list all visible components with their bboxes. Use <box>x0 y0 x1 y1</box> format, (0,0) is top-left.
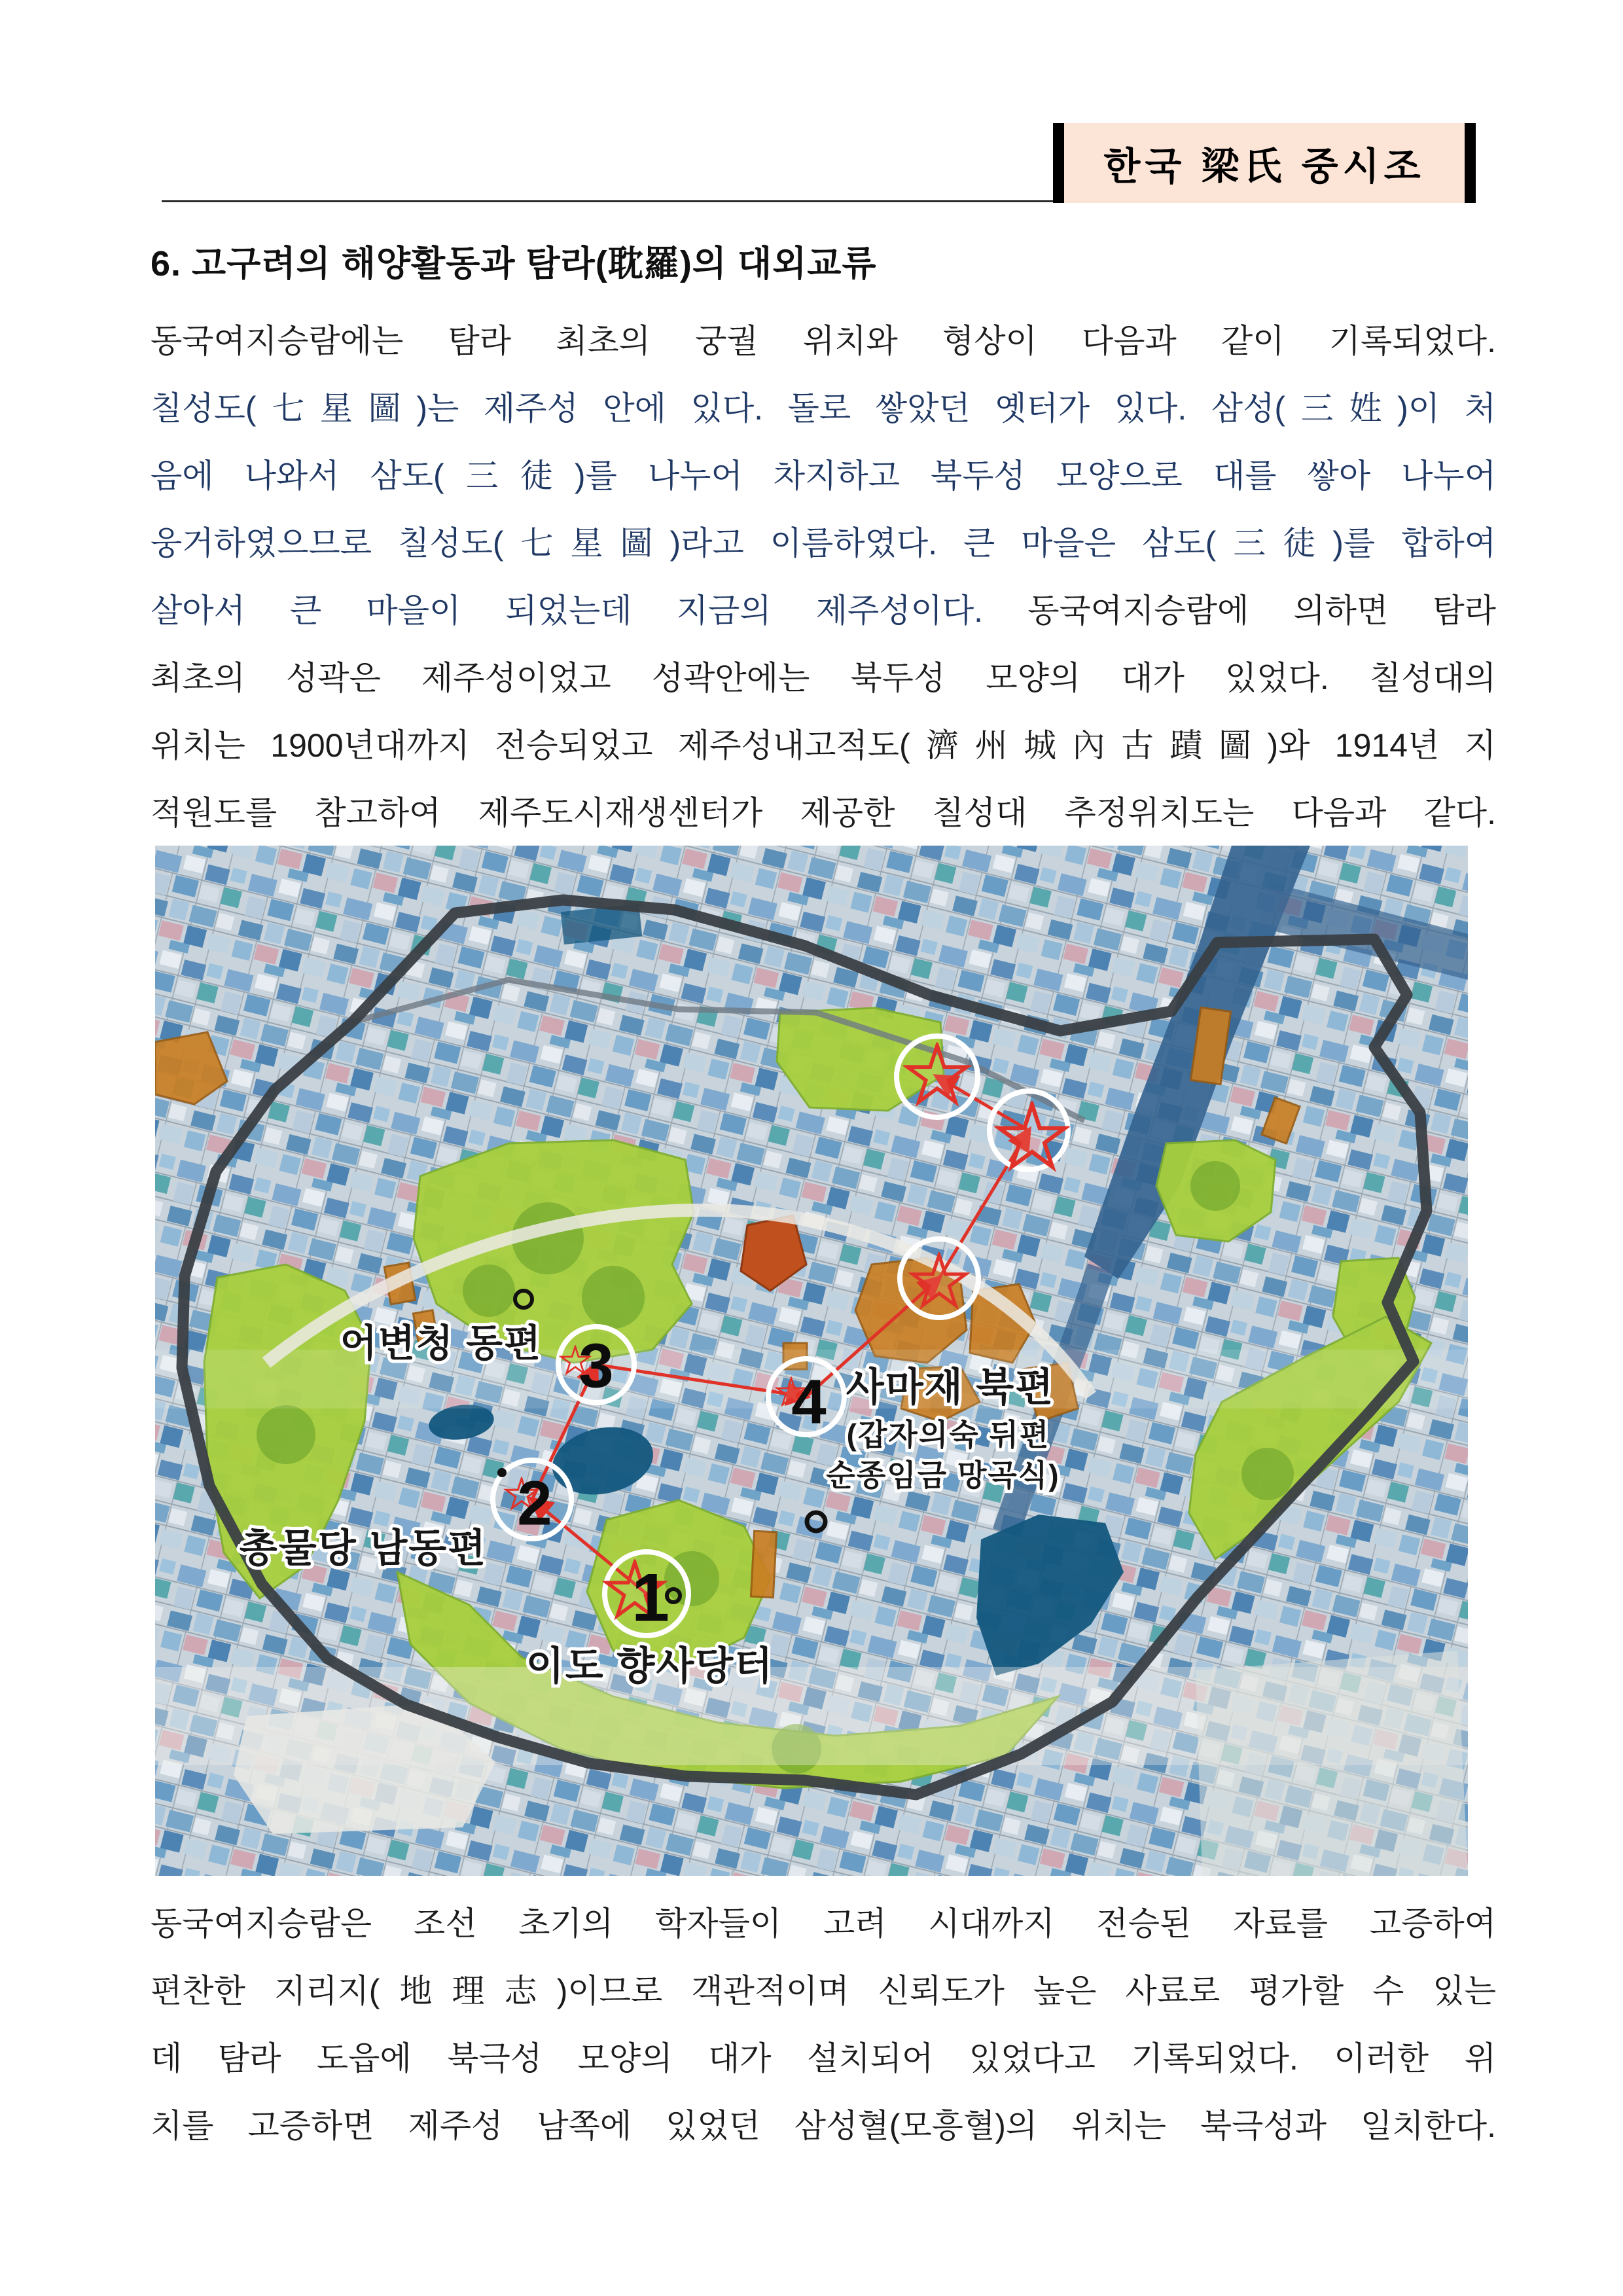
text-line: 동국여지승람은 조선 초기의 학자들이 고려 시대까지 전승된 자료를 고증하여 <box>151 1905 1496 1942</box>
text-line: 음에 나와서 삼도(三徒)를 나누어 차지하고 북두성 모양으로 대를 쌓아 나누어 <box>151 457 1496 494</box>
text-line: 적원도를 참고하여 제주도시재생센터가 제공한 칠성대 추정위치도는 다음과 같다. <box>151 795 1496 831</box>
map-label-samajae-sub1: (갑자의숙 뒤편 <box>846 1418 1050 1452</box>
jeju-chilseongdae-map <box>155 846 1468 1876</box>
map-label-eobyeoncheong: 어변청 동편 <box>340 1322 543 1365</box>
map-label-chongmuldang: 총물당 남동편 <box>239 1526 488 1570</box>
text-line: 데 탐라 도읍에 북극성 모양의 대가 설치되어 있었다고 기록되었다. 이러한 위 <box>151 2040 1496 2077</box>
section-heading: 6. 고구려의 해양활동과 탐라(耽羅)의 대외교류 <box>151 244 877 283</box>
marker-number-3: 3 <box>579 1331 614 1401</box>
badge-left-bar <box>1053 123 1064 203</box>
badge-right-bar <box>1465 123 1476 203</box>
map-label-ido: 이도 향사당터 <box>526 1644 774 1688</box>
map-label-samajae: 사마재 북편 <box>846 1365 1055 1409</box>
marker-number-1: 1 <box>632 1560 669 1636</box>
dot-mark <box>497 1468 507 1477</box>
open-field <box>1196 1651 1468 1876</box>
paragraph-bottom <box>151 1890 1496 2160</box>
text-line: 동국여지승람에는 탐라 최초의 궁궐 위치와 형상이 다음과 같이 기록되었다. <box>151 323 1496 359</box>
text-line: 살아서 큰 마을이 되었는데 지금의 제주성이다. 동국여지승람에 의하면 탐라 <box>151 592 1496 629</box>
text-line: 편찬한 지리지(地理志)이므로 객관적이며 신뢰도가 높은 사료로 평가할 수 있는 <box>151 1973 1496 2009</box>
header-rule <box>162 200 1053 202</box>
paragraph-top <box>151 308 1496 847</box>
marker-number-2: 2 <box>517 1468 552 1539</box>
text-line: 최초의 성곽은 제주성이었고 성곽안에는 북두성 모양의 대가 있었다. 칠성대의 <box>151 660 1496 696</box>
text-line: 위치는 1900년대까지 전승되었고 제주성내고적도(濟州城內古蹟圖)와 1914년 지 <box>151 727 1496 764</box>
text-line: 칠성도(七星圖)는 제주성 안에 있다. 돌로 쌓았던 옛터가 있다. 삼성(三姓)이 처 <box>151 390 1496 427</box>
map-figure <box>155 846 1468 1876</box>
header-badge <box>1053 123 1476 203</box>
marker-number-4: 4 <box>791 1367 827 1437</box>
text-line: 치를 고증하면 제주성 남쪽에 있었던 삼성혈(모흥혈)의 위치는 북극성과 일치한다. <box>151 2108 1496 2144</box>
text-line: 웅거하였으므로 칠성도(七星圖)라고 이름하였다. 큰 마을은 삼도(三徒)를 합하여 <box>151 525 1496 562</box>
map-label-samajae-sub2: 순종임금 망곡식) <box>826 1458 1060 1492</box>
badge-title: 한국 梁氏 중시조 <box>1103 145 1425 188</box>
